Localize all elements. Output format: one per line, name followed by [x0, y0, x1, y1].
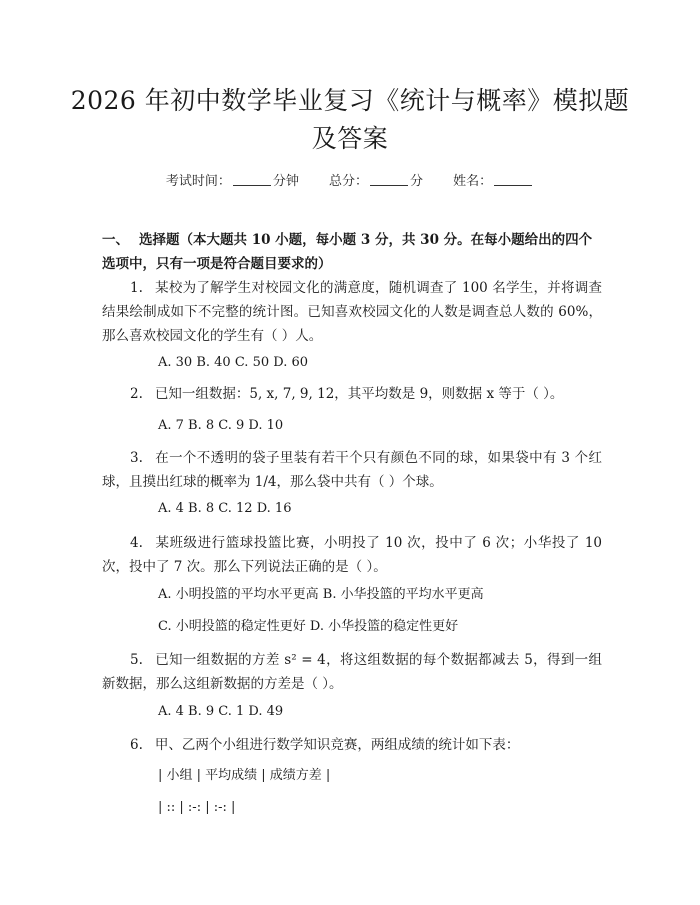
- question-number: 6.: [130, 737, 143, 753]
- question-4: [102, 531, 602, 579]
- question-1: [102, 276, 602, 348]
- question-2-options: A. 7 B. 8 C. 9 D. 10: [158, 418, 284, 433]
- section-heading: [102, 228, 602, 276]
- question-2: [102, 382, 602, 406]
- exam-name: [453, 174, 534, 189]
- question-number: 5.: [130, 652, 143, 668]
- question-3-options: A. 4 B. 8 C. 12 D. 16: [158, 501, 292, 516]
- name-blank: [494, 173, 532, 186]
- section-number: 一、: [102, 232, 129, 248]
- time-blank: [233, 173, 271, 186]
- question-4-option-line-1: A. 小明投篮的平均水平更高 B. 小华投篮的平均水平更高: [158, 587, 484, 602]
- question-5: [102, 648, 602, 696]
- question-text: 已知一组数据：5, x, 7, 9, 12，其平均数是 9，则数据 x 等于（ ）。: [154, 386, 564, 402]
- question-number: 1.: [130, 280, 143, 296]
- table-align-row: | :: | :-: | :-: |: [158, 800, 236, 815]
- section-text: 选择题（本大题共 10 小题，每小题 3 分，共 30 分。在每小题给出的四个选项中，只有一项是符合题目要求的）: [102, 232, 593, 272]
- score-unit: 分: [410, 174, 424, 189]
- exam-time: [166, 174, 303, 189]
- question-3: [102, 446, 602, 494]
- question-4-option-line-2: C. 小明投篮的稳定性更好 D. 小华投篮的稳定性更好: [158, 619, 459, 634]
- question-5-options: A. 4 B. 9 C. 1 D. 49: [158, 704, 284, 719]
- question-6: [102, 733, 602, 757]
- document-title: 2026 年初中数学毕业复习《统计与概率》模拟题及答案: [70, 86, 630, 153]
- question-text: 某校为了解学生对校园文化的满意度，随机调查了 100 名学生，并将调查结果绘制成如下不完整的统计图。已知喜欢校园文化的人数是调查总人数的 60%，那么喜欢校园文化的学生有（ ）人。: [102, 280, 602, 344]
- name-label: 姓名：: [453, 174, 493, 189]
- question-text: 甲、乙两个小组进行数学知识竞赛，两组成绩的统计如下表：: [154, 737, 520, 753]
- time-label: 考试时间：: [165, 174, 231, 189]
- score-blank: [370, 173, 408, 186]
- table-header-row: | 小组 | 平均成绩 | 成绩方差 |: [158, 768, 331, 783]
- question-number: 2.: [130, 386, 143, 402]
- question-text: 在一个不透明的袋子里装有若干个只有颜色不同的球，如果袋中有 3 个红球，且摸出红球的概率为 1/4，那么袋中共有（ ）个球。: [102, 450, 602, 490]
- question-text: 某班级进行篮球投篮比赛，小明投了 10 次，投中了 6 次；小华投了 10 次，投中了 7 次。那么下列说法正确的是（ ）。: [102, 535, 602, 575]
- question-1-options: A. 30 B. 40 C. 50 D. 60: [158, 355, 309, 370]
- question-number: 4.: [130, 535, 143, 551]
- question-number: 3.: [130, 450, 143, 466]
- score-label: 总分：: [328, 174, 368, 189]
- time-unit: 分钟: [272, 174, 299, 189]
- exam-score: [329, 174, 427, 189]
- question-text: 已知一组数据的方差 s² = 4，将这组数据的每个数据都减去 5，得到一组新数据，那么这组新数据的方差是（ ）。: [102, 652, 602, 692]
- exam-meta: [0, 170, 700, 189]
